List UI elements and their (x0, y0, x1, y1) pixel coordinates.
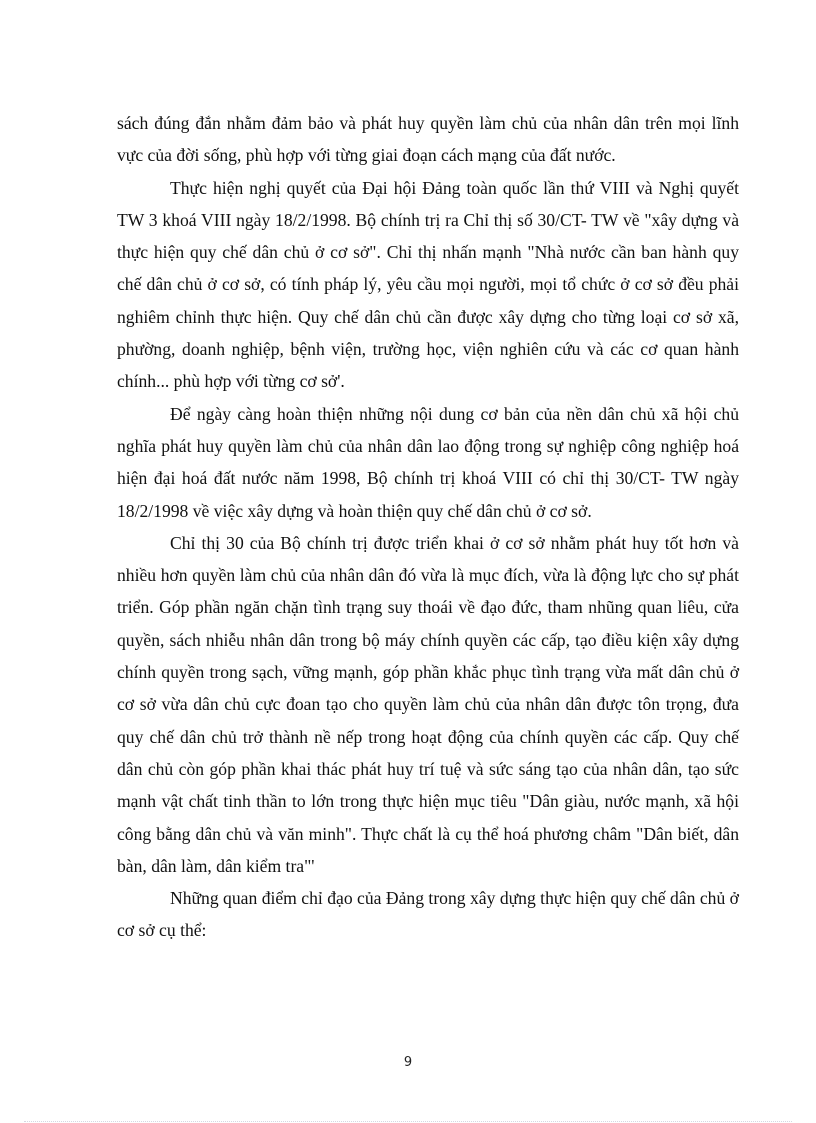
paragraph-1: sách đúng đắn nhằm đảm bảo và phát huy quyền làm chủ của nhân dân trên mọi lĩnh vực của đời sống, phù hợp với từng giai đoạn cách mạng của đất nước. (117, 113, 739, 166)
page-number: 9 (403, 1055, 413, 1070)
paragraph-2: Thực hiện nghị quyết của Đại hội Đảng toàn quốc lần thứ VIII và Nghị quyết TW 3 khoá VIII ngày 18/2/1998. Bộ chính trị ra Chỉ thị số 30/CT- TW về "xây dựng và thực hiện quy chế dân chủ ở cơ sở". Chỉ thị nhấn mạnh "Nhà nước cần ban hành quy chế dân chủ ở cơ sở, có tính pháp lý, yêu cầu mọi người, mọi tổ chức ở cơ sở đều phải nghiêm chỉnh thực hiện. Quy chế dân chủ cần được xây dựng cho từng loại cơ sở xã, phường, doanh nghiệp, bệnh viện, trường học, viện nghiên cứu và các cơ quan hành chính... phù hợp với từng cơ sở'. (117, 177, 739, 392)
page-boundary-divider (24, 1121, 792, 1122)
document-body (117, 107, 739, 947)
paragraph-4: Chỉ thị 30 của Bộ chính trị được triển khai ở cơ sở nhằm phát huy tốt hơn và nhiều hơn quyền làm chủ của nhân dân đó vừa là mục đích, vừa là động lực cho sự phát triển. Góp phần ngăn chặn tình trạng suy thoái về đạo đức, tham nhũng quan liêu, cửa quyền, sách nhiễu nhân dân trong bộ máy chính quyền các cấp, tạo điều kiện xây dựng chính quyền trong sạch, vững mạnh, góp phần khắc phục tình trạng vừa mất dân chủ ở cơ sở vừa dân chủ cực đoan tạo cho quyền làm chủ của nhân dân được tôn trọng, đưa quy chế dân chủ trở thành nề nếp trong hoạt động của chính quyền các cấp. Quy chế dân chủ còn góp phần khai thác phát huy trí tuệ và sức sáng tạo của nhân dân, tạo sức mạnh vật chất tinh thần to lớn trong thực hiện mục tiêu "Dân giàu, nước mạnh, xã hội công bằng dân chủ và văn minh". Thực chất là cụ thể hoá phương châm "Dân biết, dân bàn, dân làm, dân kiểm tra"' (117, 532, 739, 876)
paragraph-5: Những quan điểm chỉ đạo của Đảng trong xây dựng thực hiện quy chế dân chủ ở cơ sở cụ thể: (117, 888, 739, 941)
paragraph-3: Để ngày càng hoàn thiện những nội dung cơ bản của nền dân chủ xã hội chủ nghĩa phát huy quyền làm chủ của nhân dân lao động trong sự nghiệp công nghiệp hoá hiện đại hoá đất nước năm 1998, Bộ chính trị khoá VIII có chỉ thị 30/CT- TW ngày 18/2/1998 về việc xây dựng và hoàn thiện quy chế dân chủ ở cơ sở. (117, 403, 739, 521)
